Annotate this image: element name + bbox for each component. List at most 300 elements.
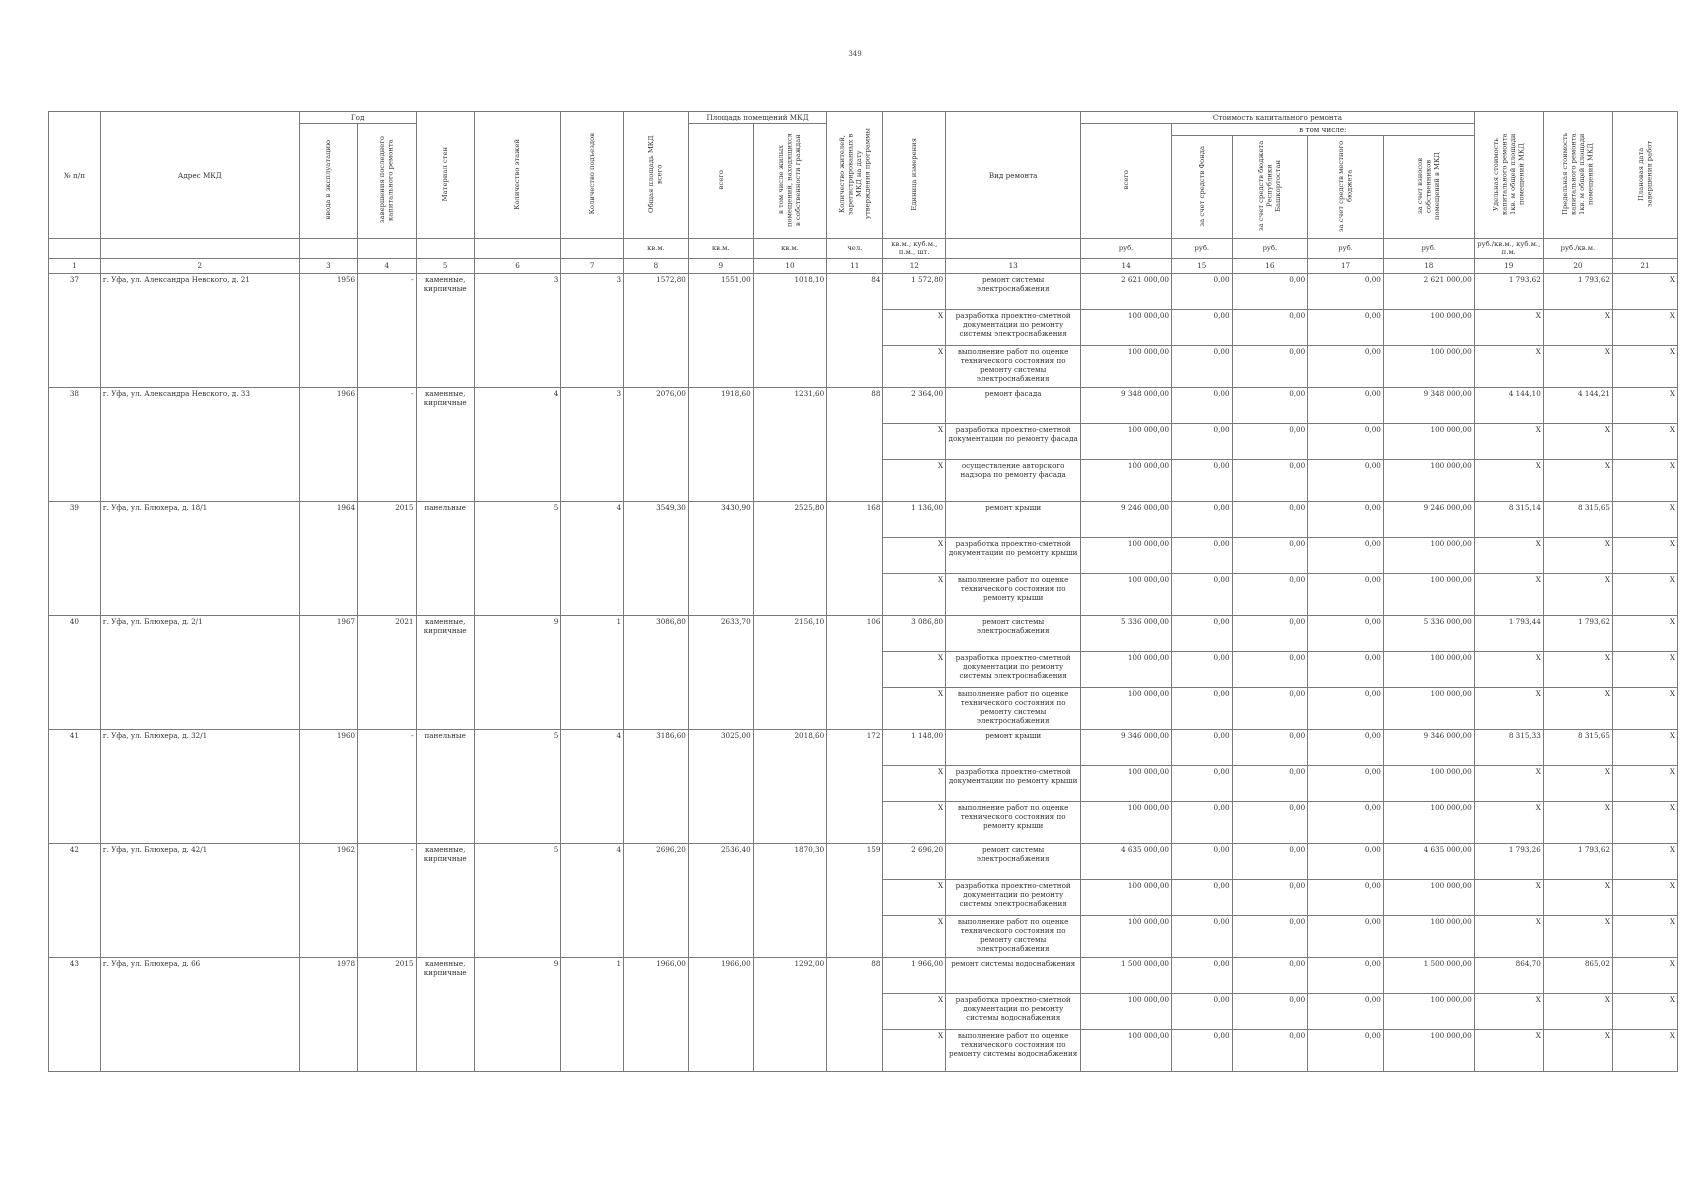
year-built: 1964 bbox=[299, 501, 357, 615]
entrances: 4 bbox=[561, 843, 624, 957]
cost-republic: 0,00 bbox=[1232, 387, 1308, 423]
year-built: 1978 bbox=[299, 957, 357, 1071]
cost-local: 0,00 bbox=[1308, 387, 1384, 423]
unit-cost: X bbox=[1474, 879, 1543, 915]
cost-local: 0,00 bbox=[1308, 573, 1384, 615]
cost-republic: 0,00 bbox=[1232, 843, 1308, 879]
total-area: 3086,80 bbox=[624, 615, 689, 729]
max-cost: 1 793,62 bbox=[1543, 843, 1612, 879]
plan-date: X bbox=[1613, 309, 1678, 345]
work-type: разработка проектно-сметной документации по ремонту фасада bbox=[946, 423, 1081, 459]
wall-material: каменные, кирпичные bbox=[416, 615, 474, 729]
cost-fund: 0,00 bbox=[1172, 651, 1233, 687]
column-numbers-row: 1 2 3 4 5 6 7 8 9 10 11 12 13 14 15 16 17 18 19 20 21 bbox=[49, 258, 1678, 273]
cost-local: 0,00 bbox=[1308, 993, 1384, 1029]
unit-cell: руб. bbox=[1308, 239, 1384, 259]
table-row bbox=[49, 957, 1678, 993]
work-quantity: X bbox=[883, 651, 946, 687]
cost-total: 100 000,00 bbox=[1081, 879, 1172, 915]
plan-date: X bbox=[1613, 537, 1678, 573]
wall-material: каменные, кирпичные bbox=[416, 843, 474, 957]
floors: 9 bbox=[474, 957, 560, 1071]
work-type: ремонт крыши bbox=[946, 729, 1081, 765]
max-cost: X bbox=[1543, 345, 1612, 387]
cost-republic: 0,00 bbox=[1232, 459, 1308, 501]
work-type: ремонт фасада bbox=[946, 387, 1081, 423]
premises-area-private: 2156,10 bbox=[753, 615, 827, 729]
unit-cell: кв.м. bbox=[688, 239, 753, 259]
cost-local: 0,00 bbox=[1308, 729, 1384, 765]
cost-owners: 5 336 000,00 bbox=[1383, 615, 1474, 651]
work-type: ремонт системы электроснабжения bbox=[946, 615, 1081, 651]
wall-material: каменные, кирпичные bbox=[416, 957, 474, 1071]
work-quantity: 1 148,00 bbox=[883, 729, 946, 765]
cost-local: 0,00 bbox=[1308, 423, 1384, 459]
entrances: 1 bbox=[561, 957, 624, 1071]
col-cost-fund-header: за счет средств Фонда bbox=[1172, 136, 1233, 239]
cost-republic: 0,00 bbox=[1232, 345, 1308, 387]
cost-republic: 0,00 bbox=[1232, 993, 1308, 1029]
plan-date: X bbox=[1613, 345, 1678, 387]
max-cost: X bbox=[1543, 915, 1612, 957]
work-quantity: X bbox=[883, 537, 946, 573]
work-quantity: X bbox=[883, 1029, 946, 1071]
work-type: разработка проектно-сметной документации по ремонту системы электроснабжения bbox=[946, 651, 1081, 687]
cost-fund: 0,00 bbox=[1172, 273, 1233, 309]
floors: 9 bbox=[474, 615, 560, 729]
work-quantity: X bbox=[883, 309, 946, 345]
work-quantity: 3 086,80 bbox=[883, 615, 946, 651]
cost-republic: 0,00 bbox=[1232, 1029, 1308, 1071]
col-max-cost-header: Предельная стоимость капитального ремонта 1кв. м общей площади помещений МКД bbox=[1543, 112, 1612, 239]
work-quantity: 2 696,20 bbox=[883, 843, 946, 879]
cost-owners: 100 000,00 bbox=[1383, 1029, 1474, 1071]
cost-fund: 0,00 bbox=[1172, 1029, 1233, 1071]
cost-fund: 0,00 bbox=[1172, 345, 1233, 387]
col-unit-header: Единица измерения bbox=[883, 112, 946, 239]
cost-fund: 0,00 bbox=[1172, 915, 1233, 957]
year-last-repair: 2021 bbox=[358, 615, 416, 729]
col-total-area-header: Общая площадь МКД всего bbox=[624, 112, 689, 239]
work-type: разработка проектно-сметной документации по ремонту системы водоснабжения bbox=[946, 993, 1081, 1029]
col-premises-owned-header: в том числе жилых помещений, находящихся в собственности граждан bbox=[753, 124, 827, 239]
repair-register-table bbox=[48, 111, 1678, 1072]
work-type: выполнение работ по оценке технического состояния по ремонту системы электроснабжения bbox=[946, 687, 1081, 729]
work-type: выполнение работ по оценке технического состояния по ремонту крыши bbox=[946, 573, 1081, 615]
cost-republic: 0,00 bbox=[1232, 309, 1308, 345]
cost-local: 0,00 bbox=[1308, 687, 1384, 729]
premises-area-total: 3430,90 bbox=[688, 501, 753, 615]
cost-total: 100 000,00 bbox=[1081, 1029, 1172, 1071]
year-last-repair: - bbox=[358, 273, 416, 387]
floors: 5 bbox=[474, 501, 560, 615]
total-area: 2696,20 bbox=[624, 843, 689, 957]
work-type: разработка проектно-сметной документации по ремонту системы электроснабжения bbox=[946, 879, 1081, 915]
cost-total: 5 336 000,00 bbox=[1081, 615, 1172, 651]
unit-cost: 1 793,62 bbox=[1474, 273, 1543, 309]
col-unit-cost-header: Удельная стоимость капитального ремонта 1кв. м общей площади помещений МКД bbox=[1474, 112, 1543, 239]
work-quantity: 2 364,00 bbox=[883, 387, 946, 423]
max-cost: 1 793,62 bbox=[1543, 273, 1612, 309]
page-number: 349 bbox=[848, 50, 862, 58]
cost-fund: 0,00 bbox=[1172, 687, 1233, 729]
cost-fund: 0,00 bbox=[1172, 615, 1233, 651]
cost-owners: 4 635 000,00 bbox=[1383, 843, 1474, 879]
residents: 159 bbox=[827, 843, 883, 957]
work-quantity: 1 966,00 bbox=[883, 957, 946, 993]
plan-date: X bbox=[1613, 273, 1678, 309]
work-quantity: 1 136,00 bbox=[883, 501, 946, 537]
cost-fund: 0,00 bbox=[1172, 309, 1233, 345]
premises-area-private: 2018,60 bbox=[753, 729, 827, 843]
premises-area-total: 2633,70 bbox=[688, 615, 753, 729]
house-number: 37 bbox=[49, 273, 101, 387]
floors: 4 bbox=[474, 387, 560, 501]
col-cost-owners-header: за счет взносов собственников помещений в МКД bbox=[1383, 136, 1474, 239]
cost-local: 0,00 bbox=[1308, 651, 1384, 687]
cost-total: 100 000,00 bbox=[1081, 687, 1172, 729]
cost-fund: 0,00 bbox=[1172, 843, 1233, 879]
cost-local: 0,00 bbox=[1308, 843, 1384, 879]
cost-republic: 0,00 bbox=[1232, 651, 1308, 687]
cost-owners: 2 621 000,00 bbox=[1383, 273, 1474, 309]
total-area: 3549,30 bbox=[624, 501, 689, 615]
work-type: выполнение работ по оценке технического состояния по ремонту системы водоснабжения bbox=[946, 1029, 1081, 1071]
year-last-repair: 2015 bbox=[358, 957, 416, 1071]
work-type: выполнение работ по оценке технического состояния по ремонту крыши bbox=[946, 801, 1081, 843]
col-floors-header: Количество этажей bbox=[474, 112, 560, 239]
work-quantity: 1 572,80 bbox=[883, 273, 946, 309]
col-cost-incl-header: в том числе: bbox=[1172, 124, 1475, 136]
residents: 88 bbox=[827, 957, 883, 1071]
premises-area-private: 2525,80 bbox=[753, 501, 827, 615]
house-number: 41 bbox=[49, 729, 101, 843]
residents: 168 bbox=[827, 501, 883, 615]
cost-fund: 0,00 bbox=[1172, 537, 1233, 573]
col-repair-type-header: Вид ремонта bbox=[946, 112, 1081, 239]
entrances: 3 bbox=[561, 387, 624, 501]
cost-republic: 0,00 bbox=[1232, 687, 1308, 729]
house-number: 39 bbox=[49, 501, 101, 615]
table-row bbox=[49, 501, 1678, 537]
max-cost: X bbox=[1543, 573, 1612, 615]
plan-date: X bbox=[1613, 765, 1678, 801]
max-cost: X bbox=[1543, 687, 1612, 729]
plan-date: X bbox=[1613, 1029, 1678, 1071]
residents: 84 bbox=[827, 273, 883, 387]
house-address: г. Уфа, ул. Блюхера, д. 42/1 bbox=[100, 843, 299, 957]
max-cost: 8 315,65 bbox=[1543, 501, 1612, 537]
cost-owners: 100 000,00 bbox=[1383, 801, 1474, 843]
col-year-group-header: Год bbox=[299, 112, 416, 124]
unit-cost: X bbox=[1474, 537, 1543, 573]
year-last-repair: - bbox=[358, 387, 416, 501]
cost-republic: 0,00 bbox=[1232, 273, 1308, 309]
house-number: 40 bbox=[49, 615, 101, 729]
col-cost-republic-header: за счет средств бюджета Республики Башкортостан bbox=[1232, 136, 1308, 239]
residents: 88 bbox=[827, 387, 883, 501]
unit-cost: X bbox=[1474, 423, 1543, 459]
entrances: 3 bbox=[561, 273, 624, 387]
cost-owners: 9 246 000,00 bbox=[1383, 501, 1474, 537]
premises-area-private: 1870,30 bbox=[753, 843, 827, 957]
total-area: 1966,00 bbox=[624, 957, 689, 1071]
plan-date: X bbox=[1613, 957, 1678, 993]
entrances: 1 bbox=[561, 615, 624, 729]
col-no-header: № п/п bbox=[49, 112, 101, 239]
cost-republic: 0,00 bbox=[1232, 573, 1308, 615]
cost-fund: 0,00 bbox=[1172, 387, 1233, 423]
cost-fund: 0,00 bbox=[1172, 879, 1233, 915]
plan-date: X bbox=[1613, 729, 1678, 765]
year-built: 1960 bbox=[299, 729, 357, 843]
col-cost-group-header: Стоимость капитального ремонта bbox=[1081, 112, 1474, 124]
cost-total: 100 000,00 bbox=[1081, 765, 1172, 801]
max-cost: X bbox=[1543, 801, 1612, 843]
max-cost: X bbox=[1543, 309, 1612, 345]
col-premises-group-header: Площадь помещений МКД bbox=[688, 112, 826, 124]
cost-republic: 0,00 bbox=[1232, 801, 1308, 843]
unit-cell: руб. bbox=[1383, 239, 1474, 259]
cost-republic: 0,00 bbox=[1232, 765, 1308, 801]
unit-cost: 8 315,14 bbox=[1474, 501, 1543, 537]
cost-total: 100 000,00 bbox=[1081, 573, 1172, 615]
house-address: г. Уфа, ул. Александра Невского, д. 21 bbox=[100, 273, 299, 387]
max-cost: 865,02 bbox=[1543, 957, 1612, 993]
cost-fund: 0,00 bbox=[1172, 573, 1233, 615]
house-address: г. Уфа, ул. Александра Невского, д. 33 bbox=[100, 387, 299, 501]
cost-owners: 100 000,00 bbox=[1383, 345, 1474, 387]
entrances: 4 bbox=[561, 729, 624, 843]
max-cost: X bbox=[1543, 423, 1612, 459]
unit-cell: кв.м. bbox=[624, 239, 689, 259]
cost-fund: 0,00 bbox=[1172, 993, 1233, 1029]
col-residents-header: Количество жителей, зарегистрированных в МКД на дату утверждения программы bbox=[827, 112, 883, 239]
unit-cost: X bbox=[1474, 345, 1543, 387]
cost-total: 100 000,00 bbox=[1081, 459, 1172, 501]
unit-cost: X bbox=[1474, 1029, 1543, 1071]
cost-fund: 0,00 bbox=[1172, 765, 1233, 801]
unit-cell: руб. bbox=[1172, 239, 1233, 259]
cost-total: 100 000,00 bbox=[1081, 309, 1172, 345]
cost-republic: 0,00 bbox=[1232, 729, 1308, 765]
cost-local: 0,00 bbox=[1308, 765, 1384, 801]
work-quantity: X bbox=[883, 765, 946, 801]
wall-material: каменные, кирпичные bbox=[416, 387, 474, 501]
cost-owners: 100 000,00 bbox=[1383, 309, 1474, 345]
premises-area-private: 1292,00 bbox=[753, 957, 827, 1071]
plan-date: X bbox=[1613, 651, 1678, 687]
cost-fund: 0,00 bbox=[1172, 957, 1233, 993]
year-last-repair: 2015 bbox=[358, 501, 416, 615]
col-premises-total-header: всего bbox=[688, 124, 753, 239]
cost-total: 100 000,00 bbox=[1081, 915, 1172, 957]
year-built: 1967 bbox=[299, 615, 357, 729]
wall-material: панельные bbox=[416, 501, 474, 615]
work-type: ремонт системы электроснабжения bbox=[946, 273, 1081, 309]
year-last-repair: - bbox=[358, 729, 416, 843]
premises-area-total: 1966,00 bbox=[688, 957, 753, 1071]
unit-cell: руб. bbox=[1081, 239, 1172, 259]
work-type: ремонт крыши bbox=[946, 501, 1081, 537]
register-body bbox=[49, 273, 1678, 1071]
col-year-repair-header: завершения последнего капитального ремонта bbox=[358, 124, 416, 239]
year-built: 1956 bbox=[299, 273, 357, 387]
year-built: 1962 bbox=[299, 843, 357, 957]
cost-total: 9 346 000,00 bbox=[1081, 729, 1172, 765]
cost-local: 0,00 bbox=[1308, 501, 1384, 537]
floors: 5 bbox=[474, 843, 560, 957]
cost-fund: 0,00 bbox=[1172, 729, 1233, 765]
unit-cost: X bbox=[1474, 687, 1543, 729]
plan-date: X bbox=[1613, 387, 1678, 423]
table-row bbox=[49, 729, 1678, 765]
work-quantity: X bbox=[883, 573, 946, 615]
cost-owners: 100 000,00 bbox=[1383, 651, 1474, 687]
floors: 5 bbox=[474, 729, 560, 843]
residents: 106 bbox=[827, 615, 883, 729]
cost-owners: 9 346 000,00 bbox=[1383, 729, 1474, 765]
floors: 3 bbox=[474, 273, 560, 387]
cost-republic: 0,00 bbox=[1232, 537, 1308, 573]
house-number: 38 bbox=[49, 387, 101, 501]
cost-local: 0,00 bbox=[1308, 309, 1384, 345]
house-address: г. Уфа, ул. Блюхера, д. 18/1 bbox=[100, 501, 299, 615]
work-quantity: X bbox=[883, 687, 946, 729]
max-cost: X bbox=[1543, 459, 1612, 501]
cost-owners: 100 000,00 bbox=[1383, 765, 1474, 801]
total-area: 1572,80 bbox=[624, 273, 689, 387]
cost-owners: 1 500 000,00 bbox=[1383, 957, 1474, 993]
residents: 172 bbox=[827, 729, 883, 843]
table-row bbox=[49, 273, 1678, 309]
cost-republic: 0,00 bbox=[1232, 423, 1308, 459]
col-year-commission-header: ввода в эксплуатацию bbox=[299, 124, 357, 239]
unit-cost: X bbox=[1474, 801, 1543, 843]
max-cost: X bbox=[1543, 765, 1612, 801]
cost-owners: 100 000,00 bbox=[1383, 537, 1474, 573]
cost-fund: 0,00 bbox=[1172, 423, 1233, 459]
cost-total: 100 000,00 bbox=[1081, 537, 1172, 573]
max-cost: 1 793,62 bbox=[1543, 615, 1612, 651]
work-type: ремонт системы электроснабжения bbox=[946, 843, 1081, 879]
unit-cell: руб. bbox=[1232, 239, 1308, 259]
unit-cost: X bbox=[1474, 459, 1543, 501]
col-cost-local-header: за счет средств местного бюджета bbox=[1308, 136, 1384, 239]
work-quantity: X bbox=[883, 801, 946, 843]
plan-date: X bbox=[1613, 501, 1678, 537]
cost-total: 100 000,00 bbox=[1081, 423, 1172, 459]
unit-cell: кв.м., куб.м., п.м., шт. bbox=[883, 239, 946, 259]
work-type: ремонт системы водоснабжения bbox=[946, 957, 1081, 993]
total-area: 2076,00 bbox=[624, 387, 689, 501]
cost-total: 100 000,00 bbox=[1081, 651, 1172, 687]
max-cost: X bbox=[1543, 879, 1612, 915]
cost-republic: 0,00 bbox=[1232, 915, 1308, 957]
cost-local: 0,00 bbox=[1308, 273, 1384, 309]
work-quantity: X bbox=[883, 423, 946, 459]
plan-date: X bbox=[1613, 423, 1678, 459]
table-row bbox=[49, 843, 1678, 879]
house-number: 42 bbox=[49, 843, 101, 957]
cost-fund: 0,00 bbox=[1172, 459, 1233, 501]
cost-local: 0,00 bbox=[1308, 801, 1384, 843]
cost-local: 0,00 bbox=[1308, 957, 1384, 993]
cost-owners: 100 000,00 bbox=[1383, 423, 1474, 459]
cost-total: 2 621 000,00 bbox=[1081, 273, 1172, 309]
unit-cost: 8 315,33 bbox=[1474, 729, 1543, 765]
plan-date: X bbox=[1613, 573, 1678, 615]
unit-cost: X bbox=[1474, 915, 1543, 957]
max-cost: 4 144,21 bbox=[1543, 387, 1612, 423]
year-built: 1966 bbox=[299, 387, 357, 501]
unit-cell: руб./кв.м. bbox=[1543, 239, 1612, 259]
entrances: 4 bbox=[561, 501, 624, 615]
cost-owners: 100 000,00 bbox=[1383, 915, 1474, 957]
premises-area-total: 1918,60 bbox=[688, 387, 753, 501]
work-quantity: X bbox=[883, 459, 946, 501]
wall-material: панельные bbox=[416, 729, 474, 843]
max-cost: X bbox=[1543, 537, 1612, 573]
unit-cost: X bbox=[1474, 765, 1543, 801]
premises-area-total: 3025,00 bbox=[688, 729, 753, 843]
cost-total: 100 000,00 bbox=[1081, 345, 1172, 387]
unit-cost: 4 144,10 bbox=[1474, 387, 1543, 423]
house-address: г. Уфа, ул. Блюхера, д. 66 bbox=[100, 957, 299, 1071]
plan-date: X bbox=[1613, 615, 1678, 651]
total-area: 3186,60 bbox=[624, 729, 689, 843]
premises-area-total: 1551,00 bbox=[688, 273, 753, 387]
col-cost-total-header: всего bbox=[1081, 124, 1172, 239]
cost-owners: 100 000,00 bbox=[1383, 687, 1474, 729]
cost-local: 0,00 bbox=[1308, 345, 1384, 387]
cost-total: 100 000,00 bbox=[1081, 801, 1172, 843]
wall-material: каменные, кирпичные bbox=[416, 273, 474, 387]
house-number: 43 bbox=[49, 957, 101, 1071]
premises-area-total: 2536,40 bbox=[688, 843, 753, 957]
table-row bbox=[49, 615, 1678, 651]
table-row bbox=[49, 387, 1678, 423]
house-address: г. Уфа, ул. Блюхера, д. 32/1 bbox=[100, 729, 299, 843]
work-quantity: X bbox=[883, 345, 946, 387]
cost-local: 0,00 bbox=[1308, 537, 1384, 573]
work-type: выполнение работ по оценке технического состояния по ремонту системы электроснабжения bbox=[946, 345, 1081, 387]
plan-date: X bbox=[1613, 687, 1678, 729]
unit-cost: X bbox=[1474, 993, 1543, 1029]
col-material-header: Материал стен bbox=[416, 112, 474, 239]
cost-fund: 0,00 bbox=[1172, 501, 1233, 537]
max-cost: X bbox=[1543, 1029, 1612, 1071]
cost-owners: 100 000,00 bbox=[1383, 459, 1474, 501]
work-type: осуществление авторского надзора по ремонту фасада bbox=[946, 459, 1081, 501]
max-cost: X bbox=[1543, 651, 1612, 687]
work-type: выполнение работ по оценке технического состояния по ремонту системы электроснабжения bbox=[946, 915, 1081, 957]
cost-owners: 100 000,00 bbox=[1383, 573, 1474, 615]
unit-cell: руб./кв.м., куб.м., п.м. bbox=[1474, 239, 1543, 259]
cost-republic: 0,00 bbox=[1232, 957, 1308, 993]
cost-local: 0,00 bbox=[1308, 459, 1384, 501]
work-type: разработка проектно-сметной документации по ремонту крыши bbox=[946, 765, 1081, 801]
work-quantity: X bbox=[883, 993, 946, 1029]
unit-cell: чел. bbox=[827, 239, 883, 259]
unit-cell: кв.м. bbox=[753, 239, 827, 259]
plan-date: X bbox=[1613, 459, 1678, 501]
cost-local: 0,00 bbox=[1308, 879, 1384, 915]
plan-date: X bbox=[1613, 801, 1678, 843]
unit-cost: X bbox=[1474, 309, 1543, 345]
cost-owners: 9 348 000,00 bbox=[1383, 387, 1474, 423]
cost-local: 0,00 bbox=[1308, 915, 1384, 957]
